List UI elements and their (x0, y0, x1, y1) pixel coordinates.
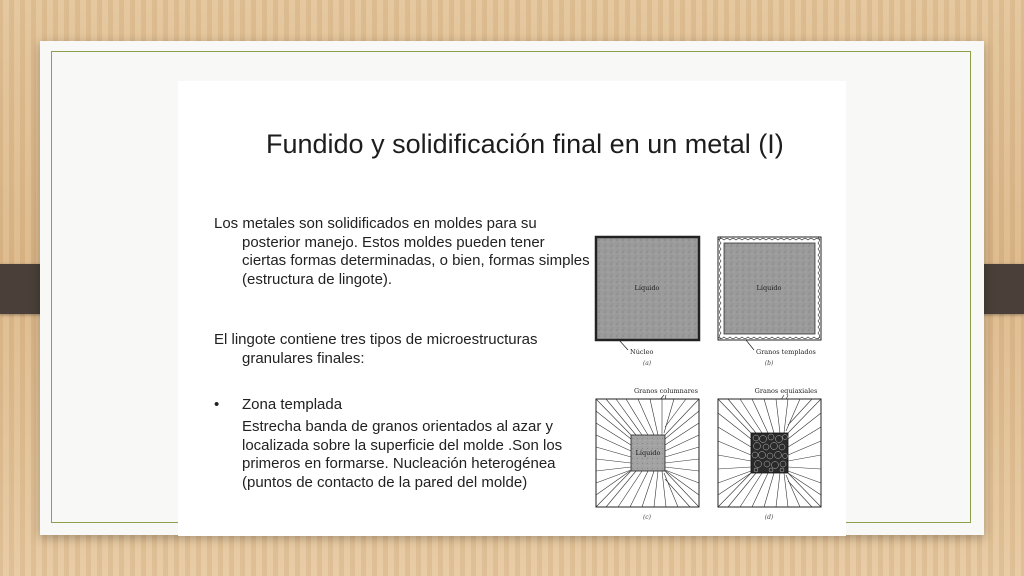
caption-b: (b) (764, 360, 774, 367)
equiaxed-grains-label: Granos equiaxiales (754, 387, 818, 395)
diagram-c (596, 387, 699, 521)
columnar-grains-label: Granos columnares (633, 387, 699, 395)
caption-c: (c) (642, 514, 652, 521)
liquid-label-c: Líquido (635, 449, 661, 457)
diagram-a (596, 237, 699, 367)
bullet-heading: Zona templada (242, 396, 343, 413)
nucleus-label: Núcleo (630, 348, 654, 356)
diagram-b (718, 237, 821, 367)
chill-grains-label: Granos templados (756, 348, 816, 356)
solidification-figure (586, 227, 826, 527)
caption-d: (d) (764, 514, 774, 521)
bullet-body: Estrecha banda de granos orientados al azar y localizada sobre la superficie del molde .Son los primeros en formarse. Nucleación heterogénea (puntos de contacto de la pared del molde) (242, 418, 563, 491)
caption-a: (a) (642, 360, 652, 367)
liquid-label-b: Líquido (756, 284, 782, 292)
slide-card (40, 41, 984, 535)
diagram-d (718, 387, 821, 521)
bullet-marker: • (214, 396, 220, 413)
paragraph-molds: Los metales son solidificados en moldes para su posterior manejo. Estos moldes pueden tener ciertas formas determinadas, o bien, formas simples (estructura de lingote). (214, 215, 590, 288)
paragraph-ingot: El lingote contiene tres tipos de microestructuras granulares finales: (214, 331, 538, 367)
slide-title: Fundido y solidificación final en un metal (I) (266, 129, 784, 159)
liquid-label-a: Líquido (634, 284, 660, 292)
slide-content (178, 81, 846, 536)
